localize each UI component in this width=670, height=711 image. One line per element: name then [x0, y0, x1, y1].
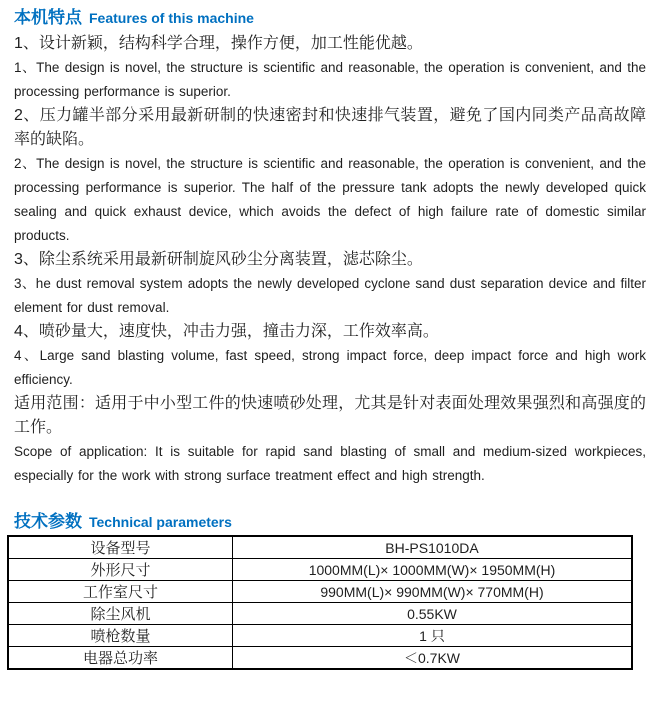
- features-heading-cn: 本机特点: [14, 8, 82, 27]
- technical-parameters-table: [7, 535, 633, 670]
- feature-2-cn: 2、压力罐半部分采用最新研制的快速密封和快速排气装置，避免了国内同类产品高故障率的缺陷。: [14, 107, 646, 148]
- feature-3-en: 3、he dust removal system adopts the newly developed cyclone sand dust separation device and filter element for dust removal.: [14, 276, 646, 315]
- spec-value-gun-quantity: 1 只: [233, 625, 633, 647]
- table-row-chamber-dimensions: [8, 581, 632, 603]
- features-heading: [14, 8, 646, 28]
- feature-4-en: 4、Large sand blasting volume, fast speed, strong impact force, deep impact force and high work efficiency.: [14, 348, 646, 387]
- spec-label-gun-quantity: 喷枪数量: [8, 625, 233, 647]
- spec-label-total-power: 电器总功率: [8, 647, 233, 670]
- technical-parameters-heading: [14, 512, 646, 532]
- scope-of-application-en: Scope of application: It is suitable for rapid sand blasting of small and medium-sized workpieces, especially for the work with strong surface treatment effect and high strength.: [14, 444, 646, 483]
- features-heading-en: Features of this machine: [89, 10, 254, 26]
- feature-3-cn: 3、除尘系统采用最新研制旋风砂尘分离装置，滤芯除尘。: [14, 251, 423, 268]
- spec-value-model: BH-PS1010DA: [233, 536, 633, 559]
- spec-value-total-power: ＜0.7KW: [233, 647, 633, 670]
- scope-of-application-cn: 适用范围：适用于中小型工件的快速喷砂处理，尤其是针对表面处理效果强烈和高强度的工作。: [14, 395, 646, 436]
- technical-heading-cn: 技术参数: [14, 512, 82, 531]
- spec-label-chamber-dimensions: 工作室尺寸: [8, 581, 233, 603]
- spec-label-overall-dimensions: 外形尺寸: [8, 559, 233, 581]
- spec-label-model: 设备型号: [8, 536, 233, 559]
- feature-4-cn: 4、喷砂量大，速度快，冲击力强，撞击力深，工作效率高。: [14, 323, 439, 340]
- feature-2-en: 2、The design is novel, the structure is scientific and reasonable, the operation is convenient, and the processing performance is superior. The half of the pressure tank adopts the newly developed quick sealing and quick exhaust device, which avoids the defect of high failure rate of domestic similar products.: [14, 156, 646, 243]
- feature-1-cn: 1、设计新颖，结构科学合理，操作方便，加工性能优越。: [14, 35, 423, 52]
- feature-1-en: 1、The design is novel, the structure is scientific and reasonable, the operation is convenient, and the processing performance is superior.: [14, 60, 646, 99]
- table-row-total-power: [8, 647, 632, 670]
- technical-heading-en: Technical parameters: [89, 514, 232, 530]
- table-row-gun-quantity: [8, 625, 632, 647]
- spec-value-chamber-dimensions: 990MM(L)× 990MM(W)× 770MM(H): [233, 581, 633, 603]
- table-row-model: [8, 536, 632, 559]
- table-row-dust-fan: [8, 603, 632, 625]
- spec-value-overall-dimensions: 1000MM(L)× 1000MM(W)× 1950MM(H): [233, 559, 633, 581]
- spec-label-dust-fan: 除尘风机: [8, 603, 233, 625]
- spec-value-dust-fan: 0.55KW: [233, 603, 633, 625]
- table-row-overall-dimensions: [8, 559, 632, 581]
